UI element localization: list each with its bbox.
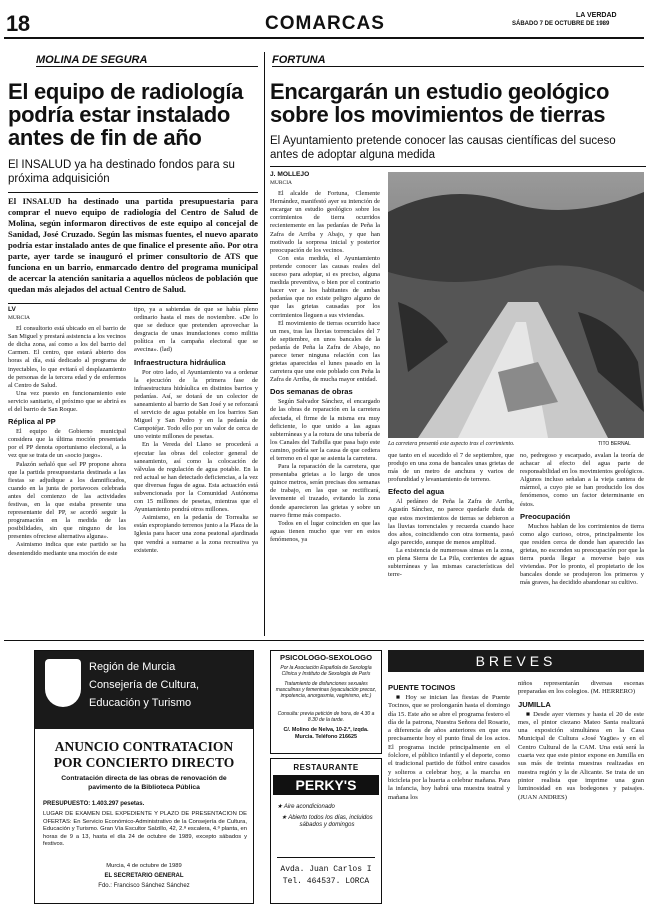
left-deck: El INSALUD ya ha destinado fondos para su próxima adquisición: [8, 159, 235, 185]
murcia-subtitle: Contratación directa de las obras de renovación de pavimento de la Biblioteca Pública: [61, 775, 227, 791]
psico-body: Por la Asociación Española de Sexología Clínica y Instituto de Sexología de París: [280, 665, 372, 677]
right-col2b-p2: La existencia de numerosas simas en la zona, en plena Sierra de La Pila, corrientes de aguas subterráneas y las mismas características del terre-: [388, 546, 514, 579]
square-bullet-icon: ■: [526, 710, 534, 718]
right-col2b-p1: Al pedáneo de Peña la Zafra de Arriba, Agustín Sánchez, no parece quedarle duda de que estos movimientos de tierras se debieron a las lluvias torrenciales y recuerda cuando hace dos años, coincidiendo con otra tormenta, pasó algo parecido, aunque de menos amplitud.: [388, 498, 514, 546]
murcia-dept-2: Educación y Turismo: [89, 697, 192, 709]
left-col1b-p1: El equipo de Gobierno municipal considera que la última moción presentada por el PP denota oportunismo electoral, a la vez que se trata de un «socio juego».: [8, 428, 126, 460]
left-lead-rule: [8, 303, 258, 304]
breves-item-2-title: JUMILLA: [518, 699, 551, 709]
perkys-label: RESTAURANTE: [293, 763, 359, 772]
perkys-item-2-text: Abierto todos los días, incluidos sábados y domingos: [288, 815, 373, 829]
right-byline: J. MOLLEJO: [270, 171, 310, 178]
left-col1-p1: El consultorio está ubicado en el barrio de San Miguel y prestará asistencia a los vecinos de dicha zona, así como a los del barrio del Carmen. El centro, que estará abierto dos horas al día, está dedicado al programa de inyectables, lo que evitará el desplazamiento de personas de la tercera edad y de enfermos al Centro de Salud.: [8, 325, 126, 389]
murcia-region: Región de Murcia: [89, 661, 176, 673]
left-col1b-p2: Palazón señaló que «el PP propone ahora que la partida presupuestaria destinada a las fiestas se adjudique a los damnificados, cuando en la junta de portavoces celebrada antes del comienzo de las actividades festivas, en la que estaba presente una representante del PP, se acordó seguir la programación en la medida de las posibilidades, sin que ninguno de los presentes ofreciese alternativa alguna».: [8, 460, 126, 541]
breves-item-1-text: [388, 694, 510, 802]
right-kicker: FORTUNA: [272, 54, 326, 66]
right-col2-subhead: Efecto del agua: [388, 487, 445, 497]
star-icon: ★: [277, 804, 284, 810]
photo-credit: TITO BERNAL: [598, 441, 631, 447]
right-column-1: [270, 171, 380, 631]
breves-item-2-text: [518, 711, 644, 802]
murcia-crest-icon: [45, 659, 81, 707]
murcia-budget: PRESUPUESTO: 1.403.297 pesetas.: [43, 801, 145, 807]
left-deck-rule: [8, 192, 258, 193]
left-col2-subhead: Infraestructura hidráulica: [134, 357, 226, 367]
left-col2b-p3: Asimismo, en la pedanía de Torrealta se están expropiando terrenos junto a la Plaza de la Iglesia para hacer una zona peatonal ajardinada que vendrá a sumarse a la zona recreativa ya existente.: [134, 514, 258, 554]
right-deck-rule: [270, 166, 646, 167]
right-col3b-p1: Muchos hablan de los corrimientos de tierra como algo curioso, otros, principalmente los que residen cerca de donde han aparecido las grietas, no esconden su preocupación por que la tierra pueda llegar a moverse bajo sus viviendas. Por lo pronto, el propietario de los bancales donde se produjeron los primeros y más graves, ha decidido abandonar su cultivo.: [520, 522, 644, 587]
breves-item-1-cont: niños representarán diversas escenas preparadas en los colegios. (M. HERRERO): [518, 680, 644, 696]
right-col1-p2: Con esta medida, el Ayuntamiento pretende conocer las causas reales del suceso para adoptar, si es preciso, alguna medida preventiva, o bien por el contrario hacer ver a los habitantes de ambas pedanías que no existe peligro alguno de que las grietas causadas por los corrimientos lleguen a sus viviendas.: [270, 254, 380, 319]
breves-column-2: [518, 680, 644, 904]
psico-title: PSICOLOGO-SEXOLOGO: [280, 653, 372, 662]
psico-services: Tratamiento de disfunciones sexuales masculinas y femeninas (eyaculación precoz, impotencia, anorgasmia, vaginismo, etc.): [275, 681, 377, 699]
left-lead: [8, 196, 258, 302]
left-kicker-rule: [36, 66, 258, 67]
right-col1-p3: El movimiento de tierras ocurrido hace un mes, tras las lluvias torrenciales del 7 de septiembre, en unos bancales de la pedanía de Peña la Zafra de Abajo, no parece tener ninguna relación con las grietas aparecidas el lunes pasado en la carretera que une este poblado con Peña la Zafra de Arriba, de mucha mayor entidad.: [270, 319, 380, 384]
right-headline: Encargarán un estudio geológico sobre los movimientos de tierras: [270, 79, 610, 127]
right-col3-subhead: Preocupación: [520, 511, 571, 521]
right-col2-p1: que tanto en el sucedido el 7 de septiembre, que produjo en una zona de bancales unas grietas de más de un metro de anchura y varios de profundidad y levantamiento de terreno.: [388, 452, 514, 484]
left-lead-text: El INSALUD ha destinado una partida presupuestaria para comprar el nuevo equipo de radiología del Centro de Salud de Molina, según informaron directivos de este equipo al concejal de Sanidad, José Cruzado. Según las mismas fuentes, el nuevo aparato podría estar instalado antes de que finalice el presente año. Por otra parte, ayer tarde se inauguró el primer consultorio de ATS que funciona en un barrio, enmarcado dentro del programa municipal de acercar la atención sanitaria a aquellos núcleos de población que quedan más alejados del actual Centro de Salud.: [8, 196, 258, 294]
section-title: COMARCAS: [265, 13, 385, 34]
perkys-item-2: [277, 815, 377, 830]
right-col1-p1: El alcalde de Fortuna, Clemente Hernández, manifestó ayer su intención de encargar un estudio geológico sobre los corrimientos de tierra ocurridos recientemente en las pedanías de Peña la Zafra de Arriba y Abajo, y que han motivado la sorpresa inicial y posterior preocupación de los vecinos.: [270, 190, 380, 254]
right-col1b-p2: Para la reparación de la carretera, que presentaba grietas a lo largo de unos quince metros, serán precisas dos semanas de trabajo, en las que se rectificará, levemente el trazado, evitando la zona donde aparecieron las grietas y sobre un nuevo firme más compacto.: [270, 463, 380, 519]
left-col1-subhead: Réplica al PP: [8, 417, 56, 427]
murcia-ad-header: [35, 651, 253, 729]
masthead-rule: [4, 37, 644, 39]
bottom-section-rule: [4, 640, 644, 641]
psico-address: C/. Molino de Nelva, 10-2.º, izqda. Murcia. Teléfono 216625: [283, 727, 369, 740]
perkys-name: PERKY'S: [273, 775, 379, 795]
murcia-sign-title: EL SECRETARIO GENERAL: [104, 873, 184, 879]
left-column-2: [134, 306, 258, 634]
right-column-2: [388, 452, 514, 632]
perkys-item-1: [277, 803, 377, 810]
breves-item-2-body: Desde ayer viernes y hasta el 20 de este mes, el pintor ciezano Mateo Santa realizará una exposición simultánea en la Casa Municipal de Cultura «José Yagüe» y en el Centro Cultural de la CAM. Una está será la cuarta vez que este pintor expone en Jumilla en sus más de treinta muestras realizadas en nuestra región y la de Alicante. Se trata de un pintor realista que imprime una gran luminosidad en sus bodegones y paisajes. (JUAN ANDRES): [518, 710, 644, 801]
left-kicker: MOLINA DE SEGURA: [36, 54, 148, 66]
ad-region-murcia: [34, 650, 254, 904]
right-col1b-p3: Todos en el lugar coinciden en que las aguas tienen mucho que ver en estos fenómenos, ya: [270, 519, 380, 543]
left-col2b-p1: Por otro lado, el Ayuntamiento va a ordenar la ejecución de la primera fase de infraestructura hidráulica en distintos barrios y pedanías. Así, se dotará de un colector de saneamiento al barrio de San José y se reforzará el servicio de agua potable en los barrios San Miguel y San Pedro y en la pedanía de Campotéjar. Todo ello por un valor de cerca de uno veinte millones de pesetas.: [134, 368, 258, 441]
breves-banner: [388, 650, 644, 672]
photo-caption: La carretera presentó este aspecto tras el corrimiento.: [388, 441, 515, 447]
murcia-body: LUGAR DE EXAMEN DEL EXPEDIENTE Y PLAZO DE PRESENTACION DE OFERTAS: En Servicio Económico-Administrativo de la Consejería de Cultura, Educación y Turismo. Gran Vía Escultor Salzillo, 42, 2.ª escalera, 4.º planta, en horas de 9 a 13, hasta el día 24 de octubre de 1989, excepto sábados y festivos.: [43, 811, 247, 848]
breves-title: BREVES: [475, 653, 557, 669]
left-byline: LV: [8, 306, 16, 313]
murcia-date: Murcia, 4 de octubre de 1989: [106, 863, 182, 869]
star-icon: ★: [281, 815, 289, 821]
landslide-photo: [388, 172, 644, 438]
right-col3-p1: no, pedregoso y escarpado, avalan la teoría de achacar al efecto del agua parte de responsabilidad en los movimientos geológicos. Algunos incluso señalan a la vieja cantera de mármol, a cuyo pie se han producido los dos fenómenos, como un factor determinante en éstos.: [520, 452, 644, 508]
right-column-3: [520, 452, 644, 632]
perkys-phone: Tel. 464537. LORCA: [282, 877, 370, 886]
perkys-item-1-text: Aire acondicionado: [283, 804, 335, 810]
square-bullet-icon: ■: [396, 694, 406, 701]
right-col1b-p1: Según Salvador Sánchez, el encargado de las obras de reparación en la carretera afectada, el firme de la misma era muy deficiente, lo que unido a las aguas subterráneas y a la rotura de una tubería de los Canales del Taibilla que pasa bajo este camino, podría ser la causa de que cediera el terreno en el que se asienta la carretera.: [270, 398, 380, 462]
right-col1-subhead: Dos semanas de obras: [270, 387, 353, 397]
breves-item-1-body: Hoy se inician las fiestas de Puente Tocinos, que se prolongarán hasta el domingo día 15. Este año se abre el programa festero el día de la patrona, Nuestra Señora del Rosario, a diferencia de años anteriores en que era precisamente hoy el punto final de los actos. El programa incide principalmente en el folclore, el público infantil y el deporte, como el tradicional partido de fútbol entre casados y solteros a celebrar hoy, a la marcha en bicicleta por la huerta a celebrar mañana. Para la infancia, hoy habrá una muestra teatral y mañana los: [388, 694, 510, 801]
murcia-sign-name: Fdo.: Francisco Sánchez Sánchez: [98, 883, 190, 889]
ad-perkys: [270, 758, 382, 904]
paper-name: LA VERDAD: [576, 12, 617, 19]
perkys-rule: [277, 857, 375, 858]
left-col2b-p2: En la Vereda del Llano se procederá a ejecutar las obras del colector general de saneamiento, así como la colocación de válvulas de regulación de agua potable. En la red actual se han detectado deficiencias, a la vez que diversas fugas de agua. Esta actuación está subvencionada por la Comunidad Autónoma con 15 millones de pesetas, mientras que el Ayuntamiento pondrá otros millones.: [134, 441, 258, 514]
murcia-title-2: POR CONCIERTO DIRECTO: [53, 755, 235, 770]
perkys-address: Avda. Juan Carlos I: [280, 865, 372, 874]
issue-date: SÁBADO 7 DE OCTUBRE DE 1989: [512, 21, 610, 27]
breves-item-1-title: PUENTE TOCINOS: [388, 683, 456, 692]
left-col2-p1: tipo, ya a sabiendas de que se había pleno ordinario hasta el mes de noviembre. «De lo que se deduce que pretenden aprovechar la desgracia de unas inundaciones como militia política en la campaña electoral que se avecina». (lad): [134, 306, 258, 354]
psico-hours: Consulta: previa petición de hora, de 4.30 a 8.30 de la tarde.: [277, 711, 375, 723]
left-headline: El equipo de radiología podría estar instalado antes de fin de año: [8, 79, 244, 150]
right-place: MURCIA: [270, 180, 293, 186]
left-col1-p2: Una vez puesto en funcionamiento este servicio sanitario, el próximo que se abrirá es el del barrio de San Roque.: [8, 389, 126, 414]
left-column-1: [8, 306, 126, 634]
left-place: MURCIA: [8, 315, 31, 321]
murcia-dept-1: Consejería de Cultura,: [89, 679, 200, 691]
left-col1b-p3: Asimismo indica que este partido se ha desentendido mediante una moción de este: [8, 541, 126, 557]
murcia-title-1: ANUNCIO CONTRATACION: [54, 739, 234, 754]
right-kicker-rule: [272, 66, 644, 67]
breves-column-1: [388, 680, 510, 904]
right-deck: El Ayuntamiento pretende conocer las causas científicas del suceso antes de adoptar alguna medida: [270, 135, 616, 161]
photo-image: [388, 172, 644, 438]
ad-psicologo: [270, 650, 382, 754]
column-divider: [264, 52, 265, 636]
page-number: 18: [6, 11, 30, 36]
